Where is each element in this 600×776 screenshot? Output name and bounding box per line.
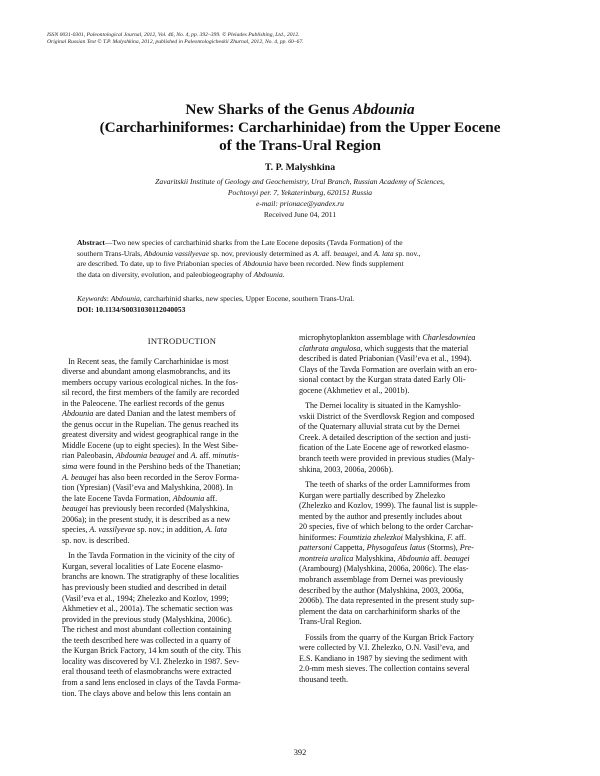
original-text-note: Original Russian Text © T.P. Malyshkina, 2012, published in Paleontologicheskii Zhurnal, 2012, No. 4, pp. 60–67.	[47, 39, 304, 46]
abstract-text: aff.	[319, 248, 334, 258]
doi-label: DOI:	[77, 305, 94, 314]
section-heading-introduction: INTRODUCTION	[147, 336, 217, 346]
title-line2: (Carcharhiniformes: Carcharhinidae) from the Upper Eocene	[99, 119, 501, 137]
abstract-text: have been recorded. New finds supplement	[272, 259, 404, 269]
abstract-text: sp. nov.,	[393, 248, 421, 258]
title-genus: Abdounia	[352, 101, 415, 118]
abstract-text: southern Trans-Urals,	[77, 248, 144, 258]
keywords-sep: :	[106, 294, 111, 303]
right-column	[299, 333, 539, 691]
abstract-text: , and	[357, 248, 374, 258]
paragraph: In the Tavda Formation in the vicinity of the city of Kurgan, several localities of Late Eocene elasmo- branchs are known. The stratigraphy of these localities has previously been studied and described in detail (Vasil’eva et al., 1994; Zhelezko and Kozlov, 1999; Akhmetiev et al., 2001a). The schematic section was provided in the previous study (Malyshkina, 2006c). The richest and most abundant collection containing the teeth described here was collected in a quarry of the Kurgan Brick Factory, 14 km south of the city. This locality was discovered by V.I. Zhelezko in 1987. Sev- eral thousand teeth of elasmobranchs were extracted from a sand lens enclosed in clays of the Tavda Forma- tion. The clays above and below this lens contain an	[62, 551, 241, 698]
abstract-species: Abdounia	[253, 270, 283, 280]
paragraph: Fossils from the quarry of the Kurgan Brick Factory were collected by V.I. Zhelezko, O.N. Vasil’eva, and E.S. Kandiano in 1987 by sieving the sediment with 2.0-mm mesh sieves. The collection contains several thousand teeth.	[299, 632, 474, 684]
paragraph: microphytoplankton assemblage with Charlesdowniea clathrata angulosa, which suggests that the material described is dated Priabonian (Vasil’eva et al., 1994). Clays of the Tavda Formation are overlain with an ero- sional contact by the Kurgan strata dated Early Oli- gocene (Akhmetiev et al., 2001b).	[299, 333, 477, 395]
affiliation	[60, 177, 540, 209]
doi-value: 10.1134/S0031030112040053	[93, 305, 186, 314]
title-line3: of the Trans-Ural Region	[219, 137, 381, 155]
paragraph: The teeth of sharks of the order Lamniformes from Kurgan were partially described by Zhelezko (Zhelezko and Kozlov, 1999). The faunal list is supple- mented by the author and presently includes about 20 species, five of which belong to the order Carchar- hiniformes: Foumtizia zhelezkoi Malyshkina, F. aff. pattersoni Cappetta, Physogaleus latus (Storms), Pre- montreia uralica Malyshkina, Abdounia aff. beaugei (Arambourg) (Malyshkina, 2006a, 2006c). The elas- mobranch assemblage from Dernei was previously described by the author (Malyshkina, 2003, 2006a, 2006b). The data represented in the present study sup- plement the data on carcharhiniform sharks of the Trans-Ural Region.	[299, 480, 478, 627]
paragraph: The Dernei locality is situated in the Kamyshlo- vskii District of the Sverdlovsk Region and composed of the Quaternary alluvial strata cut by the Dernei Creek. A detailed description of the section and justi- fication of the Late Eocene age of reworked elasmo- branch teeth were provided in previous studies (Maly- shkina, 2003, 2006a, 2006b).	[299, 401, 475, 474]
abstract-text: sp. nov, previously determined as	[209, 248, 314, 258]
abstract-text: are described. To date, up to five Priabonian species of	[77, 259, 243, 269]
journal-header	[47, 32, 567, 46]
article-title	[60, 101, 540, 156]
page-number: 392	[293, 748, 307, 757]
abstract-species: Abdounia	[242, 259, 273, 269]
paragraph: In Recent seas, the family Carcharhinidae is most diverse and abundant among elasmobranchs, and its members occupy various ecological niches. In the fos- sil record, the first members of the family are recorded in the Paleocene. The earliest records of the genus Abdounia are dated Danian and the latest members of the genus occur in the Rupelian. The genus reached its greatest diversity and widest geographical range in the Middle Eocene (up to eight species). In the West Sibe- rian Paleobasin, Abdounia beaugei and A. aff. minutis- sima were found in the Pershino beds of the Thanetian; A. beaugei has also been recorded in the Serov Forma- tion (Ypresian) (Vasil’eva and Malyshkina, 2008). In the late Eocene Tavda Formation, Abdounia aff. beaugei has previously been recorded (Malyshkina, 2006a); in the present study, it is described as a new species, A. vassilyevae sp. nov.; in addition, A. lata sp. nov. is described.	[62, 356, 241, 545]
abstract	[77, 238, 524, 281]
doi	[77, 305, 524, 314]
journal-citation: ISSN 0031-0301, Paleontological Journal, 2012, Vol. 46, No. 4, pp. 392–399. © Pleiades Publishing, Ltd., 2012.	[47, 32, 300, 38]
author-name: T. P. Malyshkina	[264, 162, 336, 173]
abstract-text: —Two new species of carcharhinid sharks from the Late Eocene deposits (Tavda Formation) of the	[104, 238, 403, 247]
left-column	[62, 336, 302, 704]
abstract-species: A.	[313, 248, 320, 258]
keywords	[77, 294, 524, 305]
received-date: Received June 04, 2011	[263, 210, 337, 219]
abstract-species: A. lata	[373, 248, 394, 258]
title-line1: New Sharks of the Genus	[185, 101, 353, 118]
abstract-text: the data on diversity, evolution, and paleobiogeography of	[77, 270, 254, 280]
affiliation-institute: Zavaritskii Institute of Geology and Geochemistry, Ural Branch, Russian Academy of Sciences,	[155, 177, 445, 186]
abstract-species: Abdounia vassilyevae	[143, 248, 210, 258]
keywords-label: Keywords	[77, 294, 107, 303]
abstract-species: beaugei	[333, 248, 358, 258]
abstract-label: Abstract	[77, 238, 105, 247]
keywords-list: , carcharhinid sharks, new species, Upper Eocene, southern Trans-Ural.	[139, 294, 355, 303]
keywords-genus: Abdounia	[110, 294, 140, 303]
abstract-text: .	[282, 270, 285, 280]
affiliation-email: e-mail: prionace@yandex.ru	[256, 198, 344, 208]
affiliation-address: Pochtovyi per. 7, Yekaterinburg, 620151 Russia	[227, 187, 373, 197]
